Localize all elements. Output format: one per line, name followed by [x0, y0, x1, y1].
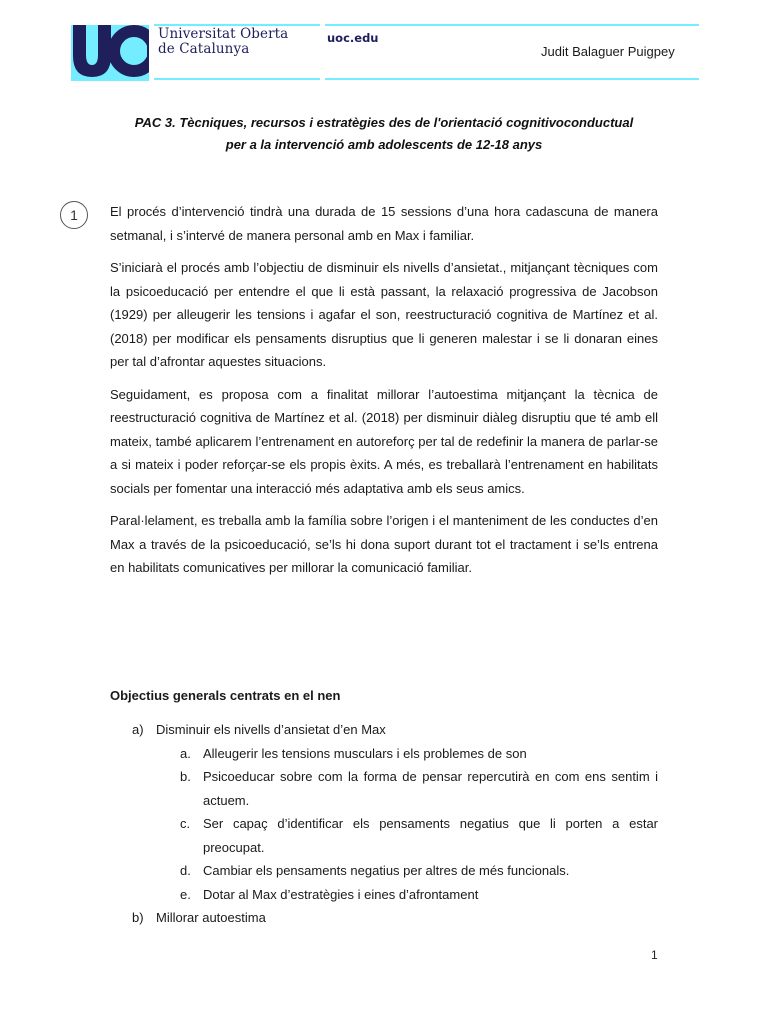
- list-marker: c.: [180, 816, 191, 831]
- list-item-text: Millorar autoestima: [156, 910, 266, 925]
- institution-name: [158, 27, 318, 57]
- list-item-text: Ser capaç d’identificar els pensaments negatius que li porten a estar preocupat.: [203, 816, 658, 855]
- list-marker: b): [132, 910, 144, 925]
- institution-url: uoc.edu: [327, 31, 379, 45]
- document-title-line2: per a la intervenció amb adolescents de 12-18 anys: [225, 137, 543, 152]
- page-number: 1: [651, 948, 658, 962]
- paragraph: S’iniciarà el procés amb l’objectiu de disminuir els nivells d’ansietat., mitjançant tècniques com la psicoeducació per entendre el que li està passant, la relaxació progressiva de Jacobson (1929) per alleugerir les tensions i agafar el son, reestructuració cognitiva de Martínez et al. (2018) per modificar els pensaments disruptius que li generen malestar i se li donaran eines per tal d’afrontar aquestes situacions.: [110, 260, 658, 369]
- author-name: Judit Balaguer Puigpey: [541, 44, 675, 59]
- sub-list-item: [110, 812, 658, 859]
- list-marker: a): [132, 722, 144, 737]
- document-title-line1: PAC 3. Tècniques, recursos i estratègies des de l'orientació cognitivoconductual: [134, 115, 634, 130]
- sub-list-item: [110, 742, 658, 766]
- list-marker: e.: [180, 886, 191, 902]
- section-number-marker: 1: [60, 201, 88, 229]
- sub-list-item: [110, 765, 658, 812]
- header-rule-right-top: [325, 24, 699, 26]
- objectives-list: [110, 718, 658, 930]
- institution-name-line1: Universitat Oberta: [158, 26, 289, 42]
- header-rule-right-bottom: [325, 78, 699, 80]
- list-marker: b.: [180, 769, 191, 784]
- list-item: [110, 718, 658, 742]
- list-item-text: Dotar al Max d’estratègies i eines d’afrontament: [203, 886, 479, 902]
- section-heading: Objectius generals centrats en el nen: [110, 688, 341, 703]
- header-rule-left-top: [154, 24, 320, 26]
- list-item-text: Psicoeducar sobre com la forma de pensar repercutirà en com ens sentim i actuem.: [203, 769, 658, 808]
- list-item-text: Cambiar els pensaments negatius per altres de més funcionals.: [203, 863, 570, 878]
- paragraph: Paral·lelament, es treballa amb la família sobre l’origen i el manteniment de les conductes d’en Max a través de la psicoeducació, se’ls hi dona suport durant tot el tractament i se’ls entrena en habilitats comunicatives per millorar la comunicació familiar.: [110, 513, 658, 575]
- list-item-text: Alleugerir les tensions musculars i els problemes de son: [203, 745, 527, 761]
- uoc-logo: [71, 25, 149, 81]
- list-marker: a.: [180, 745, 191, 761]
- list-marker: d.: [180, 863, 191, 878]
- uoc-logo-mark: [71, 25, 149, 81]
- list-item: [110, 906, 658, 930]
- paragraph: El procés d’intervenció tindrà una durada de 15 sessions d’una hora cadascuna de manera setmanal, i s’intervé de manera personal amb en Max i familiar.: [110, 204, 658, 243]
- document-body: [110, 200, 658, 589]
- paragraph: Seguidament, es proposa com a finalitat millorar l’autoestima mitjançant la tècnica de reestructuració cognitiva de Martínez et al. (2018) per disminuir diàleg disruptiu que té amb ell mateix, també aplicarem l’entrenament en autoreforç per tal de redefinir la manera de parlar-se a si mateix i poder reforçar-se els propis èxits. A més, es treballarà l’entrenament en habilitats socials per fomentar una interacció més adaptativa amb els seus amics.: [110, 386, 658, 496]
- sub-list-item: [110, 883, 658, 907]
- header-rule-left-bottom: [154, 78, 320, 80]
- page-header: [0, 0, 768, 100]
- sub-list-item: [110, 859, 658, 883]
- institution-name-line2: de Catalunya: [158, 41, 250, 57]
- list-item-text: Disminuir els nivells d’ansietat d’en Max: [156, 722, 386, 737]
